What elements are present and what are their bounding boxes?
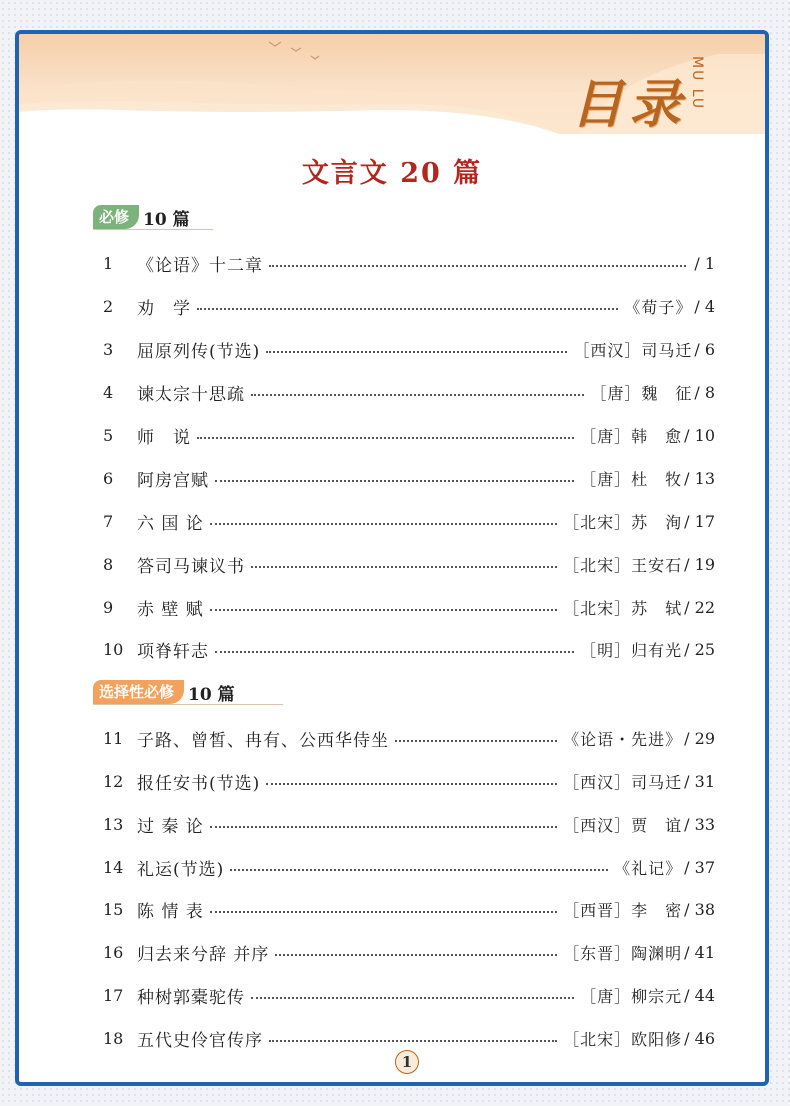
- header-title: 目录: [570, 75, 687, 135]
- entry-title: 劝 学: [137, 298, 191, 319]
- page-frame: [15, 30, 769, 1086]
- page-number: [382, 1050, 432, 1074]
- entry-author: ［北宋］欧阳修: [563, 1029, 683, 1049]
- dot-leader: [269, 264, 686, 267]
- entry-author: 《荀子》: [624, 297, 693, 317]
- entry-number: 14: [103, 857, 124, 877]
- entry-page: / 17: [684, 511, 715, 531]
- entry-page: / 6: [694, 339, 715, 359]
- header-subtitle: MU LU: [689, 56, 705, 111]
- toc-entry[interactable]: [103, 336, 715, 362]
- entry-title: 阿房宫赋: [137, 470, 209, 491]
- entry-title: 子路、曾皙、冉有、公西华侍坐: [137, 730, 389, 751]
- toc-entry[interactable]: [103, 594, 715, 620]
- dot-leader: [197, 436, 574, 439]
- toc-entry[interactable]: [103, 768, 715, 794]
- entry-page: / 4: [694, 296, 715, 316]
- entry-title: 项脊轩志: [137, 641, 209, 662]
- entry-number: 17: [103, 985, 124, 1005]
- entry-page: / 19: [684, 554, 715, 574]
- toc-entry[interactable]: [103, 465, 715, 491]
- toc-entry[interactable]: [103, 636, 715, 662]
- entry-page: / 41: [684, 942, 715, 962]
- entry-title: 赤 壁 赋: [137, 599, 204, 620]
- toc-entry[interactable]: [103, 896, 715, 922]
- entry-number: 6: [103, 468, 114, 488]
- entry-title: 种树郭橐驼传: [137, 987, 245, 1008]
- entry-author: 《论语・先进》: [563, 729, 683, 749]
- dot-leader: [197, 307, 618, 310]
- entry-title: 陈 情 表: [137, 901, 204, 922]
- entry-page: / 33: [684, 814, 715, 834]
- entry-page: / 38: [684, 899, 715, 919]
- page-number-value: 1: [395, 1050, 419, 1074]
- dot-leader: [266, 782, 557, 785]
- header-banner: [19, 34, 765, 134]
- entry-author: ［唐］魏 征: [590, 383, 693, 403]
- entry-title: 屈原列传(节选): [137, 341, 261, 362]
- dot-leader: [210, 825, 557, 828]
- entry-author: ［北宋］王安石: [563, 555, 683, 575]
- entry-title: 归去来兮辞 并序: [137, 944, 270, 965]
- entry-title: 过 秦 论: [137, 816, 204, 837]
- entry-page: / 22: [684, 597, 715, 617]
- entry-number: 9: [103, 597, 114, 617]
- toc-entry[interactable]: [103, 1025, 715, 1051]
- dot-leader: [251, 996, 574, 999]
- entry-author: ［北宋］苏 洵: [563, 512, 683, 532]
- entry-number: 10: [103, 639, 124, 659]
- dot-leader: [210, 608, 557, 611]
- toc-entry[interactable]: [103, 422, 715, 448]
- entry-number: 7: [103, 511, 114, 531]
- entry-author: ［唐］韩 愈: [580, 426, 683, 446]
- dot-leader: [251, 393, 584, 396]
- dot-leader: [210, 522, 557, 525]
- entry-title: 答司马谏议书: [137, 556, 245, 577]
- entry-author: ［唐］柳宗元: [580, 986, 683, 1006]
- toc-entry[interactable]: [103, 982, 715, 1008]
- toc-entry[interactable]: [103, 293, 715, 319]
- toc-entry[interactable]: [103, 379, 715, 405]
- dot-leader: [266, 350, 567, 353]
- toc-entry[interactable]: [103, 854, 715, 880]
- entry-number: 3: [103, 339, 114, 359]
- dot-leader: [395, 739, 557, 742]
- entry-number: 15: [103, 899, 124, 919]
- dot-leader: [269, 1039, 557, 1042]
- entry-page: / 29: [684, 728, 715, 748]
- toc-entry[interactable]: [103, 508, 715, 534]
- dot-leader: [215, 650, 574, 653]
- section-underline: [93, 704, 283, 705]
- entry-author: ［西晋］李 密: [563, 900, 683, 920]
- dot-leader: [215, 479, 574, 482]
- entry-number: 11: [103, 728, 124, 748]
- entry-number: 2: [103, 296, 114, 316]
- entry-number: 8: [103, 554, 114, 574]
- section-head-required: [93, 205, 190, 229]
- main-title: 文言文 20 篇: [301, 158, 483, 189]
- toc-entry[interactable]: [103, 939, 715, 965]
- section-badge: 必修: [93, 205, 139, 229]
- entry-page: / 25: [684, 639, 715, 659]
- entry-page: / 37: [684, 857, 715, 877]
- section-count: 10 篇: [188, 684, 235, 705]
- entry-number: 4: [103, 382, 114, 402]
- entry-page: / 1: [694, 253, 715, 273]
- entry-author: ［西汉］司马迁: [563, 772, 683, 792]
- entry-title: 报任安书(节选): [137, 773, 261, 794]
- dot-leader: [210, 910, 557, 913]
- entry-author: ［唐］杜 牧: [580, 469, 683, 489]
- toc-entry[interactable]: [103, 811, 715, 837]
- entry-page: / 31: [684, 771, 715, 791]
- entry-number: 18: [103, 1028, 124, 1048]
- dot-leader: [251, 565, 557, 568]
- entry-page: / 46: [684, 1028, 715, 1048]
- entry-number: 16: [103, 942, 124, 962]
- entry-author: ［西汉］司马迁: [573, 340, 693, 360]
- dot-leader: [275, 953, 557, 956]
- entry-title: 《论语》十二章: [137, 255, 263, 276]
- section-head-elective: [93, 680, 235, 704]
- section-count: 10 篇: [143, 209, 190, 230]
- entry-title: 师 说: [137, 427, 191, 448]
- entry-title: 六 国 论: [137, 513, 204, 534]
- entry-number: 1: [103, 253, 114, 273]
- entry-author: ［西汉］贾 谊: [563, 815, 683, 835]
- entry-number: 13: [103, 814, 124, 834]
- entry-title: 五代史伶官传序: [137, 1030, 263, 1051]
- dot-leader: [230, 868, 608, 871]
- toc-entry[interactable]: [103, 725, 715, 751]
- entry-author: ［明］归有光: [580, 640, 683, 660]
- entry-author: ［东晋］陶渊明: [563, 943, 683, 963]
- entry-page: / 44: [684, 985, 715, 1005]
- entry-number: 12: [103, 771, 124, 791]
- section-badge: 选择性必修: [93, 680, 184, 704]
- entry-title: 谏太宗十思疏: [137, 384, 245, 405]
- entry-number: 5: [103, 425, 114, 445]
- entry-author: 《礼记》: [614, 858, 683, 878]
- toc-entry[interactable]: [103, 551, 715, 577]
- entry-page: / 13: [684, 468, 715, 488]
- toc-entry[interactable]: [103, 250, 715, 276]
- entry-page: / 8: [694, 382, 715, 402]
- entry-title: 礼运(节选): [137, 859, 225, 880]
- entry-author: ［北宋］苏 轼: [563, 598, 683, 618]
- entry-page: / 10: [684, 425, 715, 445]
- section-underline: [93, 229, 213, 230]
